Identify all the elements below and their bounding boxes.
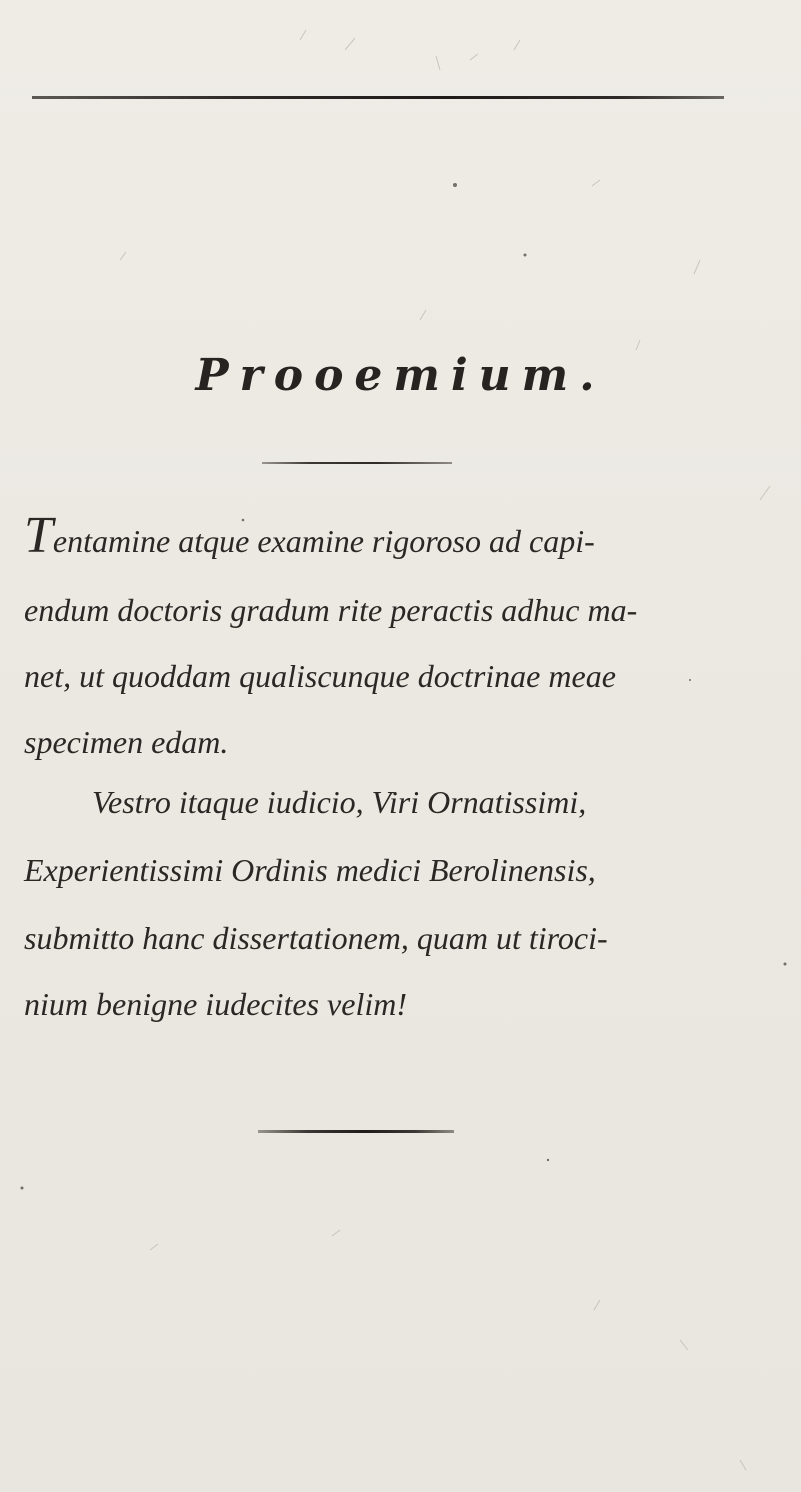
paragraph-1-line-2: endum doctoris gradum rite peractis adhuc ma- <box>24 592 638 628</box>
paragraph-2-line-2: Experientissimi Ordinis medici Berolinensis, <box>24 852 596 888</box>
paragraph-1-line-1-text: entamine atque examine rigoroso ad capi- <box>52 523 595 559</box>
page-title: Prooemium. <box>195 350 606 401</box>
bottom-rule <box>258 1130 454 1133</box>
paragraph-1-line-3: net, ut quoddam qualiscunque doctrinae meae <box>24 658 616 694</box>
top-rule <box>32 96 724 99</box>
title-underline-rule <box>262 462 452 464</box>
paragraph-1-line-1 <box>24 507 595 564</box>
paragraph-2-line-4: nium benigne iudecites velim! <box>24 986 407 1022</box>
paragraph-2-line-1: Vestro itaque iudicio, Viri Ornatissimi, <box>92 784 587 820</box>
drop-capital: T <box>24 507 53 564</box>
paragraph-2-line-3: submitto hanc dissertationem, quam ut tiroci- <box>24 920 608 956</box>
paragraph-1-line-4: specimen edam. <box>24 724 229 760</box>
